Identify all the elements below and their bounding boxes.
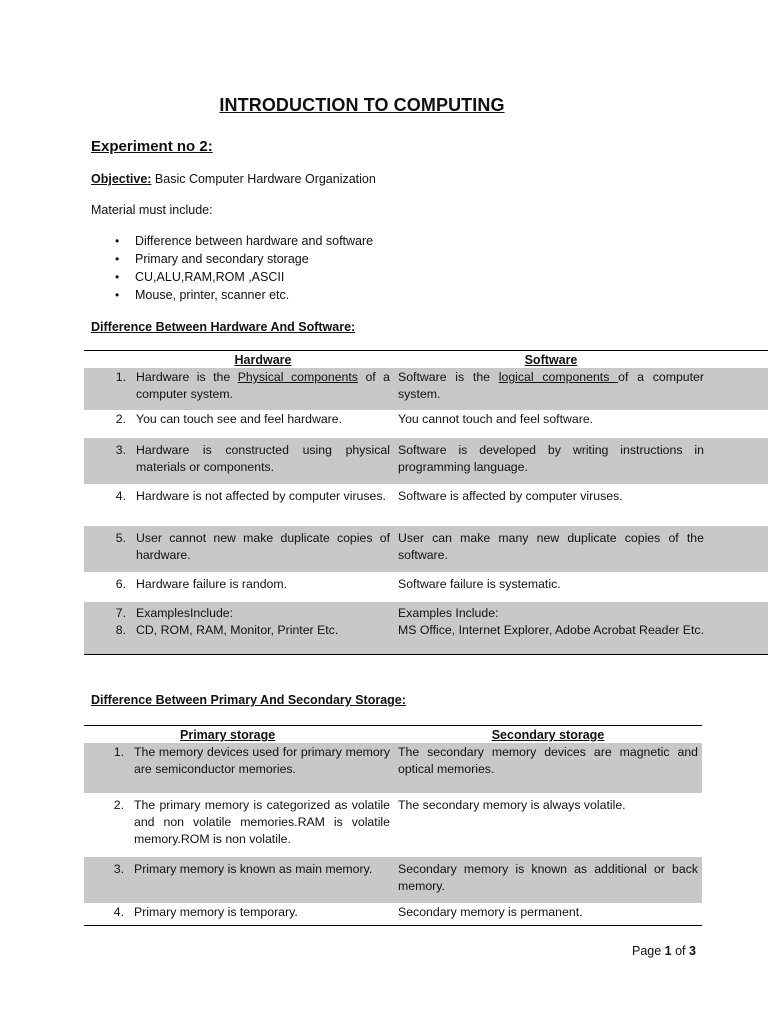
column-header-software: Software — [524, 353, 578, 367]
table-row: 1. The memory devices used for primary memory are semiconductor memories. The secondary memory devices are magnetic and optical memories. — [84, 743, 702, 793]
material-label: Material must include: — [91, 203, 213, 217]
list-item: • Mouse, printer, scanner etc. — [115, 288, 290, 302]
document-title: INTRODUCTION TO COMPUTING — [219, 95, 505, 115]
storage-table — [84, 725, 702, 926]
table-row: 3. Primary memory is known as main memory. Secondary memory is known as additional or back memory. — [84, 857, 702, 903]
table-row: 4. Hardware is not affected by computer viruses. Software is affected by computer viruses. — [115, 489, 623, 503]
bullet-icon: • — [115, 270, 120, 284]
table-row: 7. 8. ExamplesInclude: CD, ROM, RAM, Monitor, Printer Etc. Examples Include: MS Office, Internet Explorer, Adobe Acrobat Reader Etc. — [84, 602, 768, 654]
table-row: 3. Hardware is constructed using physical materials or components. Software is developed by writing instructions in programming language. — [84, 438, 768, 484]
table-row: 6. Hardware failure is random. Software failure is systematic. — [115, 577, 561, 591]
hardware-software-table — [84, 350, 768, 655]
table-row: 2. You can touch see and feel hardware. You cannot touch and feel software. — [115, 412, 594, 426]
list-item: • CU,ALU,RAM,ROM ,ASCII — [115, 270, 285, 284]
bullet-icon: • — [115, 234, 120, 248]
storage-heading: Difference Between Primary And Secondary Storage: — [91, 693, 406, 707]
table-row: 1. Hardware is the Physical components of a computer system. Software is the logical components of a computer system. — [84, 368, 768, 410]
objective-text: Basic Computer Hardware Organization — [151, 172, 376, 186]
column-header-hardware: Hardware — [234, 353, 292, 367]
table-header-row — [84, 726, 702, 744]
objective-label: Objective: — [91, 172, 152, 186]
table-row: 2. The primary memory is categorized as volatile and non volatile memories.RAM is volatile memory.ROM is non volatile. The secondary memory is always volatile. — [113, 798, 626, 846]
list-item: • Difference between hardware and software — [115, 234, 374, 248]
material-list — [91, 232, 373, 304]
column-header-primary: Primary storage — [180, 728, 276, 742]
table-header-row — [84, 351, 768, 369]
experiment-heading: Experiment no 2: — [91, 138, 213, 155]
page-number: Page 1 of 3 — [632, 944, 696, 958]
hw-sw-heading: Difference Between Hardware And Software: — [91, 320, 356, 334]
objective-line — [91, 172, 376, 186]
list-item: • Primary and secondary storage — [115, 252, 309, 266]
column-header-secondary: Secondary storage — [491, 728, 605, 742]
bullet-icon: • — [115, 288, 120, 302]
table-row: 5. User cannot new make duplicate copies of hardware. User can make many new duplicate copies of the software. — [84, 526, 768, 572]
table-row: 4. Primary memory is temporary. Secondary memory is permanent. — [113, 905, 583, 919]
bullet-icon: • — [115, 252, 120, 266]
